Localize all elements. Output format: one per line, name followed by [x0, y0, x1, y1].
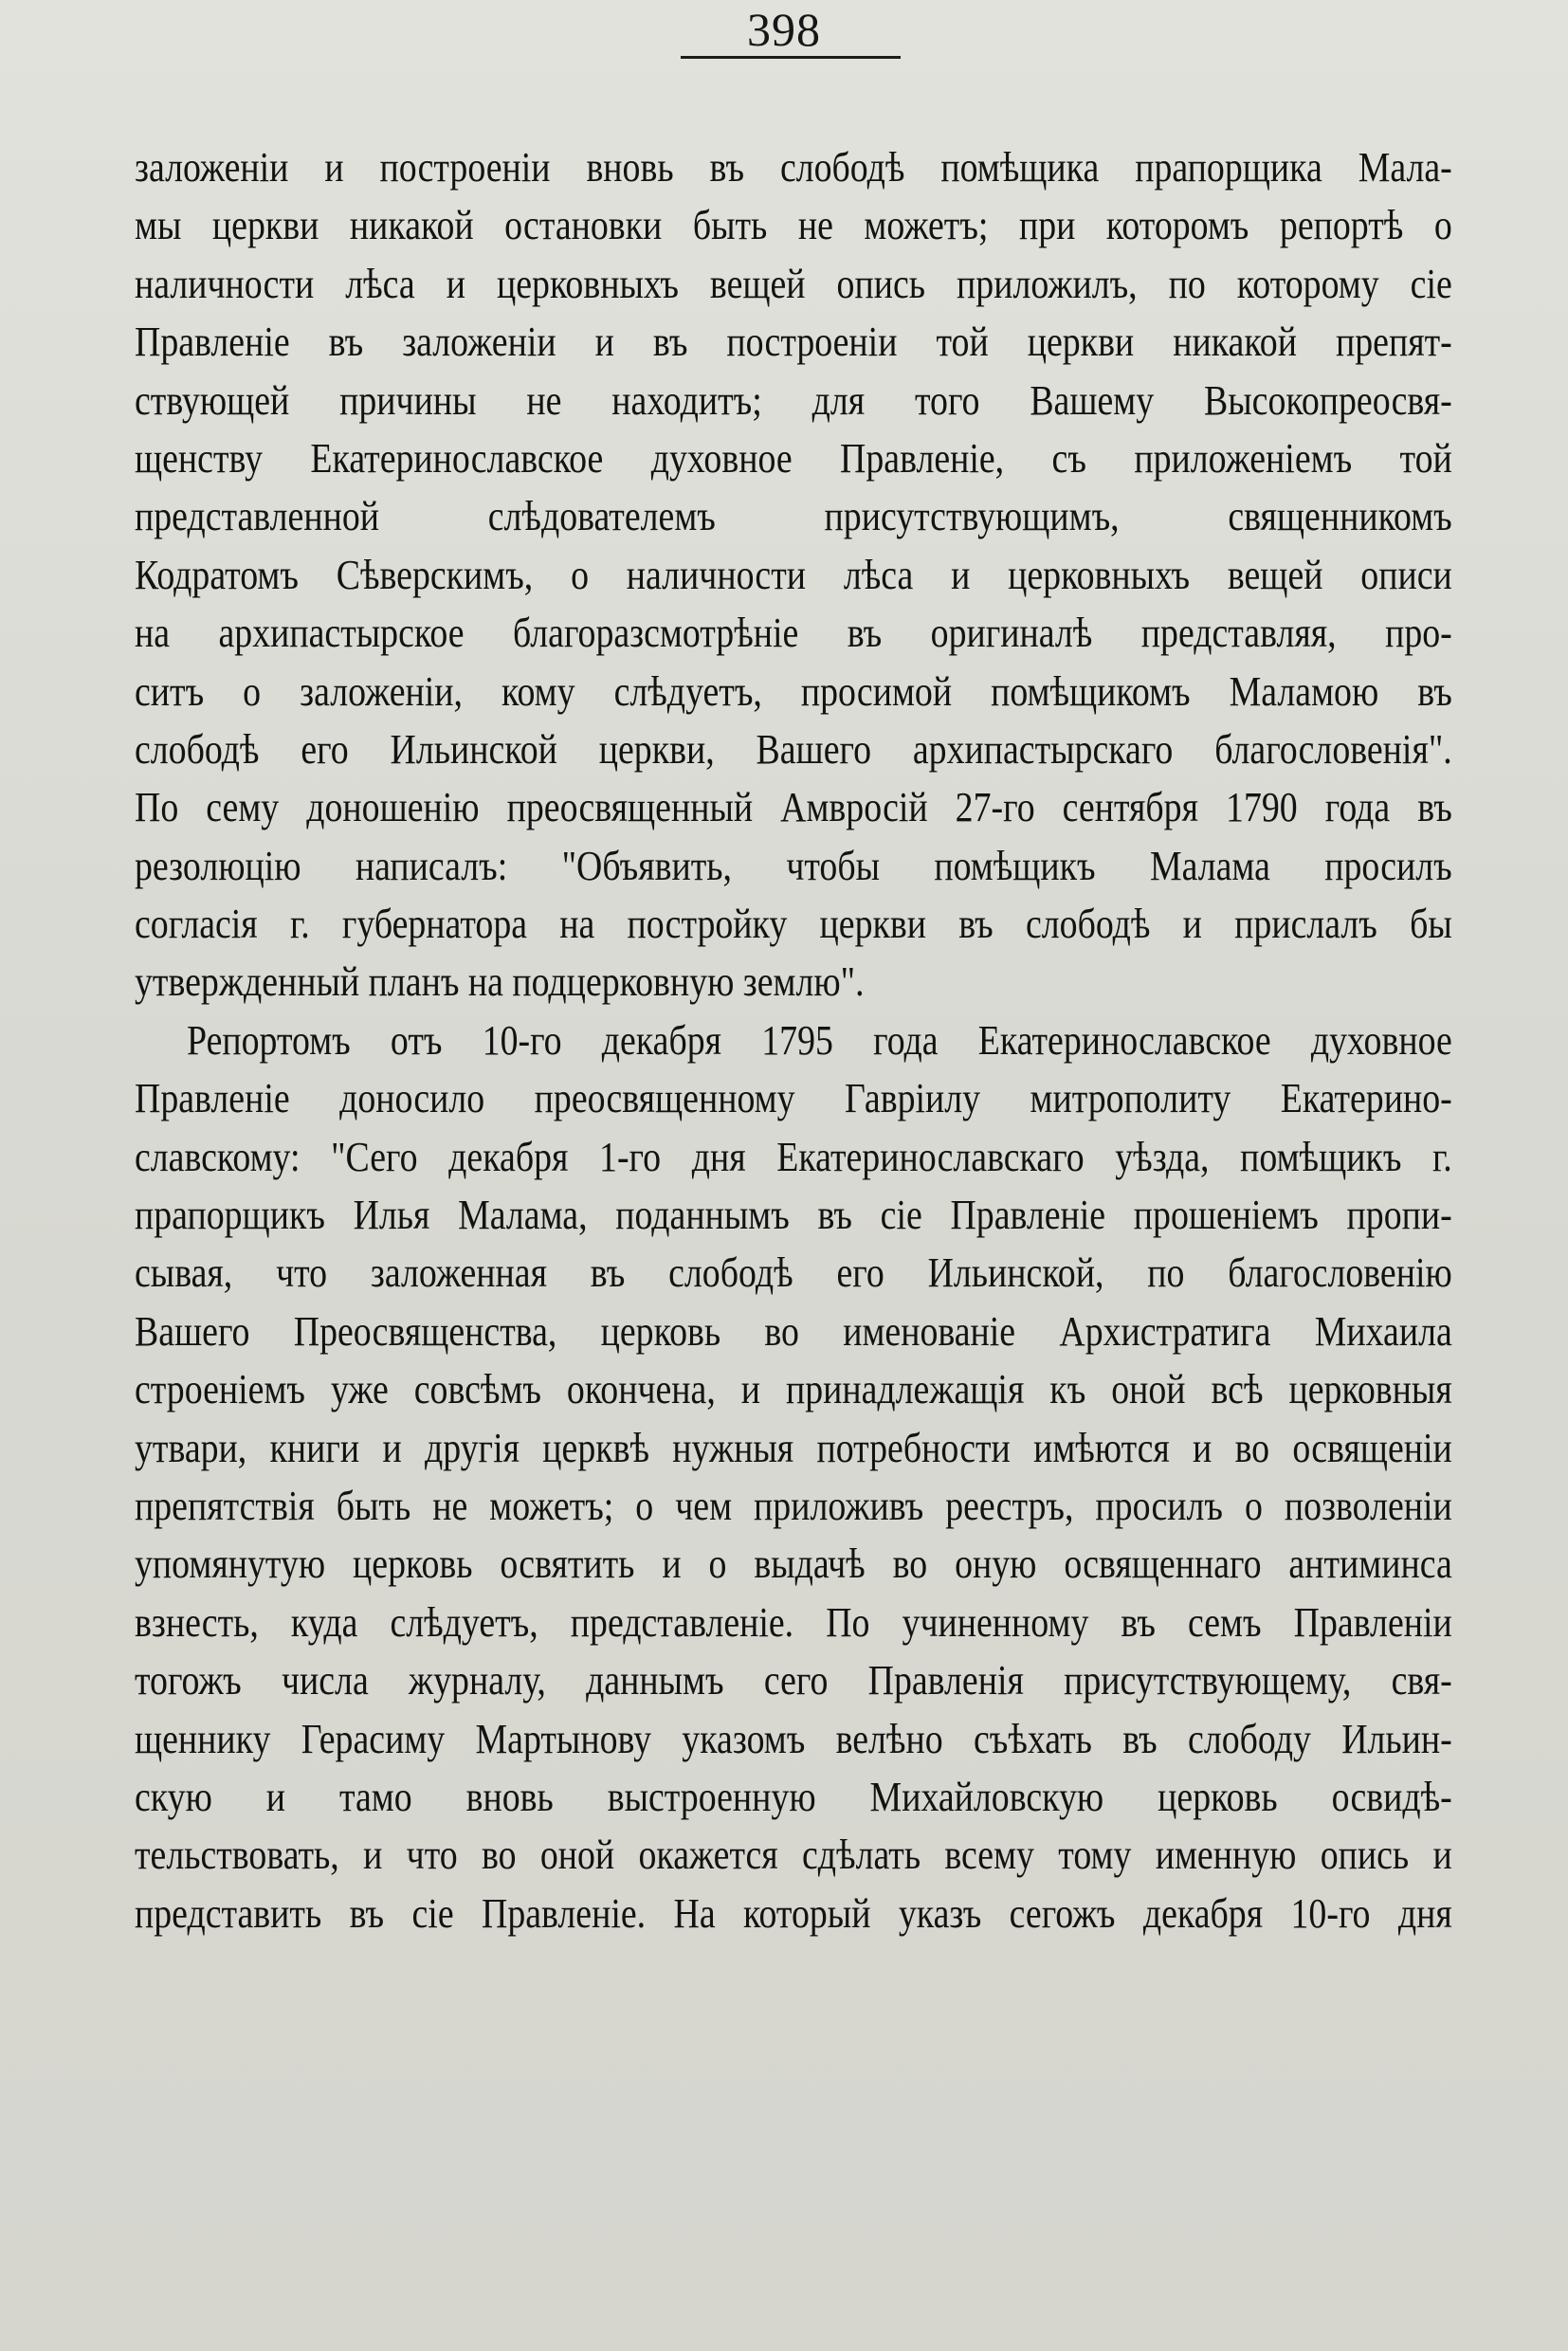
text-line: ситъ о заложеніи, кому слѣдуетъ, просимой помѣщикомъ Маламою въ	[135, 667, 1452, 715]
page-header	[0, 0, 1568, 57]
text-line: согласія г. губернатора на постройку церкви въ слободѣ и прислалъ бы	[135, 901, 1452, 948]
text-line: Репортомъ отъ 10-го декабря 1795 года Екатеринославское духовное	[187, 1016, 1452, 1064]
text-line: на архипастырское благоразсмотрѣніе въ оригиналѣ представляя, про-	[135, 610, 1452, 657]
text-line: наличности лѣса и церковныхъ вещей опись приложилъ, по которому сіе	[135, 260, 1452, 307]
text-line: щенству Екатеринославское духовное Правленіе, съ приложеніемъ той	[135, 434, 1452, 482]
text-line: упомянутую церковь освятить и о выдачѣ во оную освященнаго антиминса	[135, 1540, 1452, 1588]
text-line: утвержденный планъ на подцерковную землю".	[135, 958, 865, 1006]
text-line: препятствія быть не можетъ; о чем приложивъ реестръ, просилъ о позволеніи	[135, 1482, 1452, 1529]
text-line: слободѣ его Ильинской церкви, Вашего архипастырскаго благословенія".	[135, 725, 1452, 773]
body-text	[135, 138, 1452, 1942]
text-line: Кодратомъ Сѣверскимъ, о наличности лѣса и церковныхъ вещей описи	[135, 551, 1452, 598]
text-line: По сему доношенію преосвященный Амвросій 27-го сентября 1790 года въ	[135, 784, 1452, 831]
text-line: Вашего Преосвященства, церковь во именованіе Архистратига Михаила	[135, 1307, 1452, 1355]
text-line: резолюцію написалъ: "Объявить, чтобы помѣщикъ Малама просилъ	[135, 842, 1452, 889]
text-line: тогожъ числа журналу, даннымъ сего Правленія присутствующему, свя-	[135, 1657, 1452, 1704]
text-line: утвари, книги и другія церквѣ нужныя потребности имѣются и во освященіи	[135, 1424, 1452, 1471]
page-number: 398	[747, 3, 821, 56]
text-line: сывая, что заложенная въ слободѣ его Ильинской, по благословенію	[135, 1249, 1452, 1297]
text-line: представить въ сіе Правленіе. На который указъ сегожъ декабря 10-го дня	[135, 1889, 1452, 1937]
text-line: взнесть, куда слѣдуетъ, представленіе. По учиненному въ семъ Правленіи	[135, 1598, 1452, 1646]
text-line: представленной слѣдователемъ присутствующимъ, священникомъ	[135, 493, 1452, 540]
text-line: Правленіе доносило преосвященному Гавріилу митрополиту Екатерино-	[135, 1075, 1452, 1122]
text-line: скую и тамо вновь выстроенную Михайловскую церковь освидѣ-	[135, 1773, 1452, 1820]
text-line: строеніемъ уже совсѣмъ окончена, и принадлежащія къ оной всѣ церковныя	[135, 1366, 1452, 1413]
text-line: прапорщикъ Илья Малама, поданнымъ въ сіе Правленіе прошеніемъ пропи-	[135, 1192, 1452, 1239]
text-line: щеннику Герасиму Мартынову указомъ велѣно съѣхать въ слободу Ильин-	[135, 1715, 1452, 1762]
text-line: ствующей причины не находитъ; для того Вашему Высокопреосвя-	[135, 376, 1452, 424]
text-line: Правленіе въ заложеніи и въ построеніи той церкви никакой препят-	[135, 319, 1452, 366]
text-line: тельствовать, и что во оной окажется сдѣлать всему тому именную опись и	[135, 1832, 1452, 1879]
text-line: заложеніи и построеніи вновь въ слободѣ помѣщика прапорщика Мала-	[135, 144, 1452, 191]
text-line: мы церкви никакой остановки быть не можетъ; при которомъ репортѣ о	[135, 202, 1452, 249]
header-rule	[681, 56, 901, 59]
text-line: славскому: "Сего декабря 1-го дня Екатеринославскаго уѣзда, помѣщикъ г.	[135, 1133, 1452, 1180]
